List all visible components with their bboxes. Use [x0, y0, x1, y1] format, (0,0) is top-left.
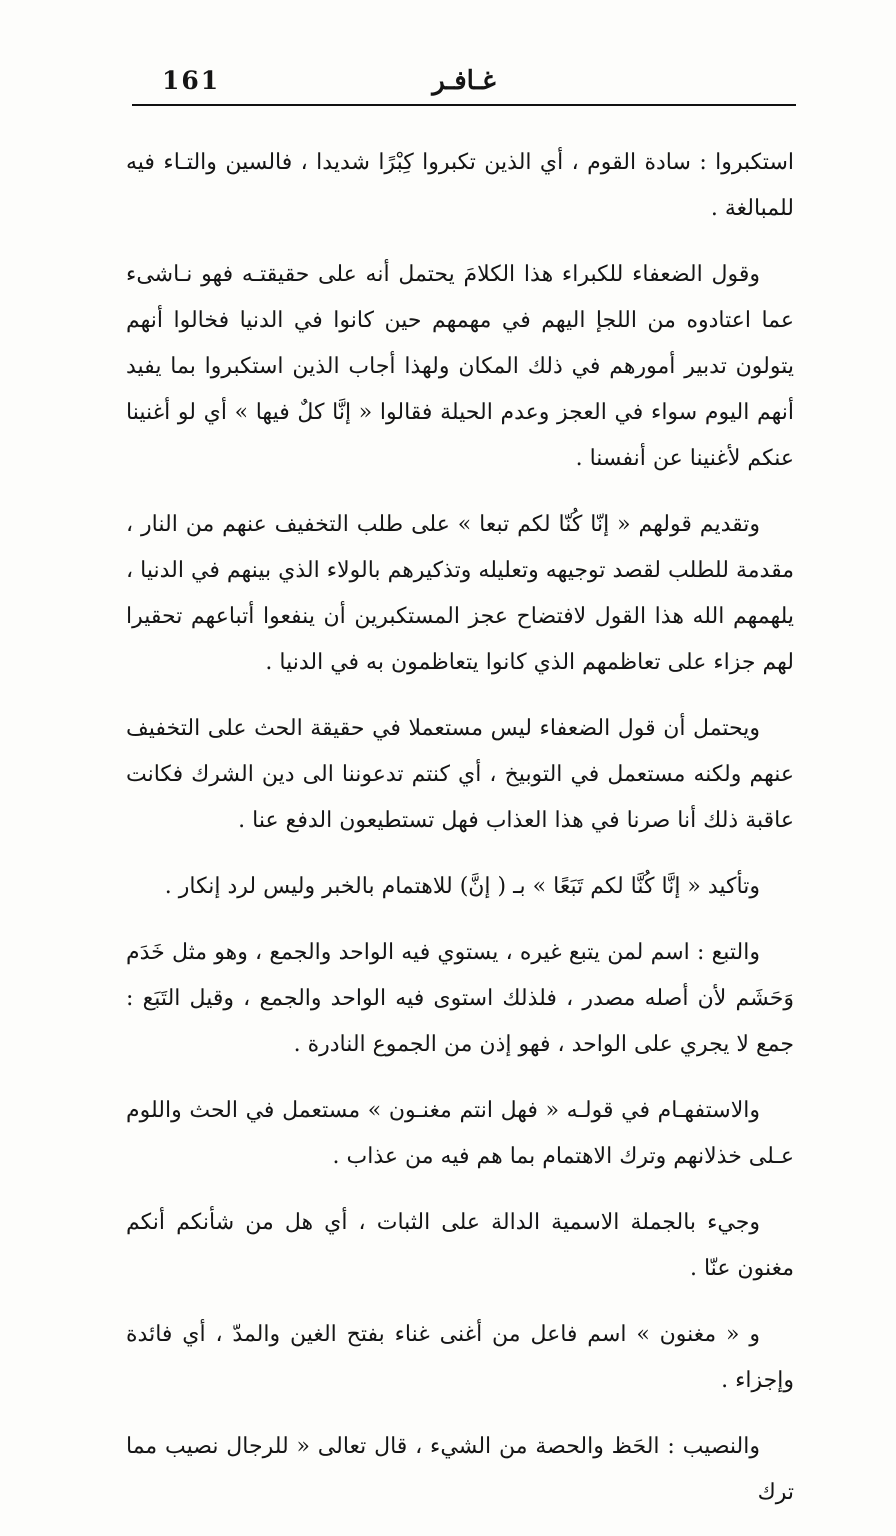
- running-title: غـافـر: [432, 66, 496, 96]
- body-text: [126, 140, 794, 1536]
- page-header: [132, 60, 796, 104]
- paragraph-yahtamil: ويحتمل أن قول الضعفاء ليس مستعملا في حقيقة الحث على التخفيف عنهم ولكنه مستعمل في التوبيخ ، أي كنتم تدعوننا الى دين الشرك فكانت عاقبة ذلك أنا صرنا في هذا العذاب فهل تستطيعون الدفع عنا .: [126, 716, 794, 833]
- paragraph-nasib: والنصيب : الحَظ والحصة من الشيء ، قال تعالى « للرجال نصيب مما ترك: [126, 1434, 794, 1505]
- paragraph-mughnun: و « مغنون » اسم فاعل من أغنى غناء بفتح الغين والمدّ ، أي فائدة وإجزاء .: [126, 1322, 794, 1393]
- page-number: 161: [162, 66, 221, 95]
- paragraph-qawl-al-duafa: وقول الضعفاء للكبراء هذا الكلامَ يحتمل أنه على حقيقتـه فهو نـاشىء عما اعتادوه من اللجإ اليهم في مهمهم حين كانوا في الدنيا فخالوا أنهم يتولون تدبير أمورهم في ذلك المكان ولهذا أجاب الذين استكبروا بما يفيد أنهم اليوم سواء في العجز وعدم الحيلة فقالوا « إنَّا كلٌ فيها » أي لو أغنينا عنكم لأغنينا عن أنفسنا .: [126, 262, 794, 471]
- paragraph-takid: وتأكيد « إنَّا كُنَّا لكم تَبَعًا » بـ ( إنَّ) للاهتمام بالخبر وليس لرد إنكار .: [164, 874, 760, 899]
- paragraph-taqdim: وتقديم قولهم « إنّا كُنّا لكم تبعا » على طلب التخفيف عنهم من النار ، مقدمة للطلب لقصد توجيهه وتعليله وتذكيرهم بالولاء الذي بينهم في الدنيا ، يلهمهم الله هذا القول لافتضاح عجز المستكبرين أن ينفعوا أتباعهم تحقيرا لهم جزاء على تعاظمهم الذي كانوا يتعاظمون به في الدنيا .: [126, 512, 794, 675]
- paragraph-istakbaru: استكبروا : سادة القوم ، أي الذين تكبروا كِبْرًا شديدا ، فالسين والتـاء فيه للمبالغة .: [126, 150, 794, 221]
- paragraph-jumla-ismiya: وجيء بالجملة الاسمية الدالة على الثبات ، أي هل من شأنكم أنكم مغنون عنّا .: [126, 1210, 794, 1281]
- paragraph-tabaa: والتبع : اسم لمن يتبع غيره ، يستوي فيه الواحد والجمع ، وهو مثل خَدَم وَحَشَم لأن أصله مصدر ، فلذلك استوى فيه الواحد والجمع ، وقيل التَبَع : جمع لا يجري على الواحد ، فهو إذن من الجموع النادرة .: [126, 940, 794, 1057]
- paragraph-istifham: والاستفهـام في قولـه « فهل انتم مغنـون » مستعمل في الحث واللوم عـلى خذلانهم وترك الاهتمام بما هم فيه من عذاب .: [126, 1098, 794, 1169]
- header-rule: [132, 104, 796, 106]
